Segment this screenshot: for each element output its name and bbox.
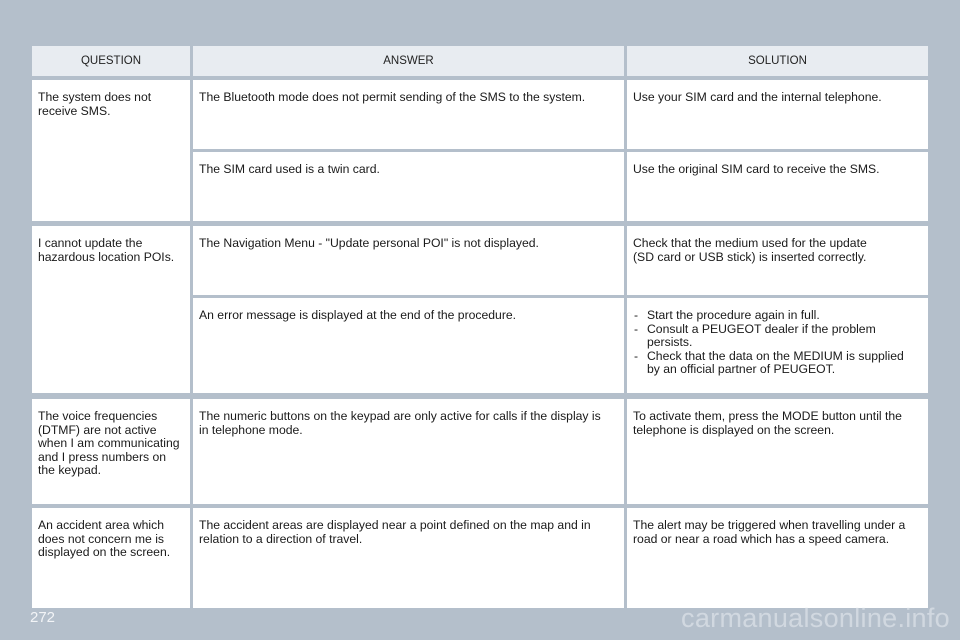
watermark: carmanualsonline.info (681, 603, 950, 633)
solution-cell (627, 80, 928, 149)
answer-text: The SIM card used is a twin card. (199, 162, 380, 176)
solution-text: The alert may be triggered when travelling under a road or near a road which has a speed camera. (633, 518, 906, 546)
question-text: The system does not receive SMS. (38, 90, 152, 118)
answer-text: The numeric buttons on the keypad are only active for calls if the display is in telephone mode. (199, 409, 601, 437)
question-cell-sms (32, 80, 190, 221)
solution-cell (627, 399, 928, 504)
answer-cell (193, 298, 624, 393)
solution-text: Use the original SIM card to receive the SMS. (633, 162, 880, 176)
solution-cell (627, 152, 928, 221)
answer-cell (193, 508, 624, 608)
question-cell-accident (32, 508, 190, 608)
solution-text: To activate them, press the MODE button until the telephone is displayed on the screen. (633, 409, 902, 437)
question-cell-dtmf (32, 399, 190, 504)
answer-cell (193, 152, 624, 221)
solution-list-item: - Check that the data on the MEDIUM is supplied by an official partner of PEUGEOT. (633, 350, 922, 377)
solution-cell (627, 226, 928, 295)
question-text: The voice frequencies (DTMF) are not active when I am communicating and I press numbers on the keypad. (38, 409, 180, 478)
answer-text: The Navigation Menu - "Update personal POI" is not displayed. (199, 236, 539, 250)
solution-list (633, 309, 922, 377)
answer-cell (193, 399, 624, 504)
solution-list-item: - Consult a PEUGEOT dealer if the problem persists. (633, 323, 922, 350)
question-text: An accident area which does not concern me is displayed on the screen. (38, 518, 171, 560)
header-solution: SOLUTION (627, 46, 928, 76)
answer-cell (193, 226, 624, 295)
answer-text: The Bluetooth mode does not permit sending of the SMS to the system. (199, 90, 586, 104)
solution-cell (627, 298, 928, 393)
answer-cell (193, 80, 624, 149)
answer-text: The accident areas are displayed near a point defined on the map and in relation to a direction of travel. (199, 518, 591, 546)
question-text: I cannot update the hazardous location POIs. (38, 236, 175, 264)
question-cell-poi (32, 226, 190, 393)
solution-list-item: - Start the procedure again in full. (633, 309, 922, 323)
header-question: QUESTION (32, 46, 190, 76)
answer-text: An error message is displayed at the end of the procedure. (199, 308, 517, 322)
solution-text: Check that the medium used for the update (SD card or USB stick) is inserted correctly. (633, 236, 867, 264)
solution-cell (627, 508, 928, 608)
page-number: 272 (30, 609, 56, 626)
header-answer: ANSWER (193, 46, 624, 76)
solution-text: Use your SIM card and the internal telephone. (633, 90, 882, 104)
